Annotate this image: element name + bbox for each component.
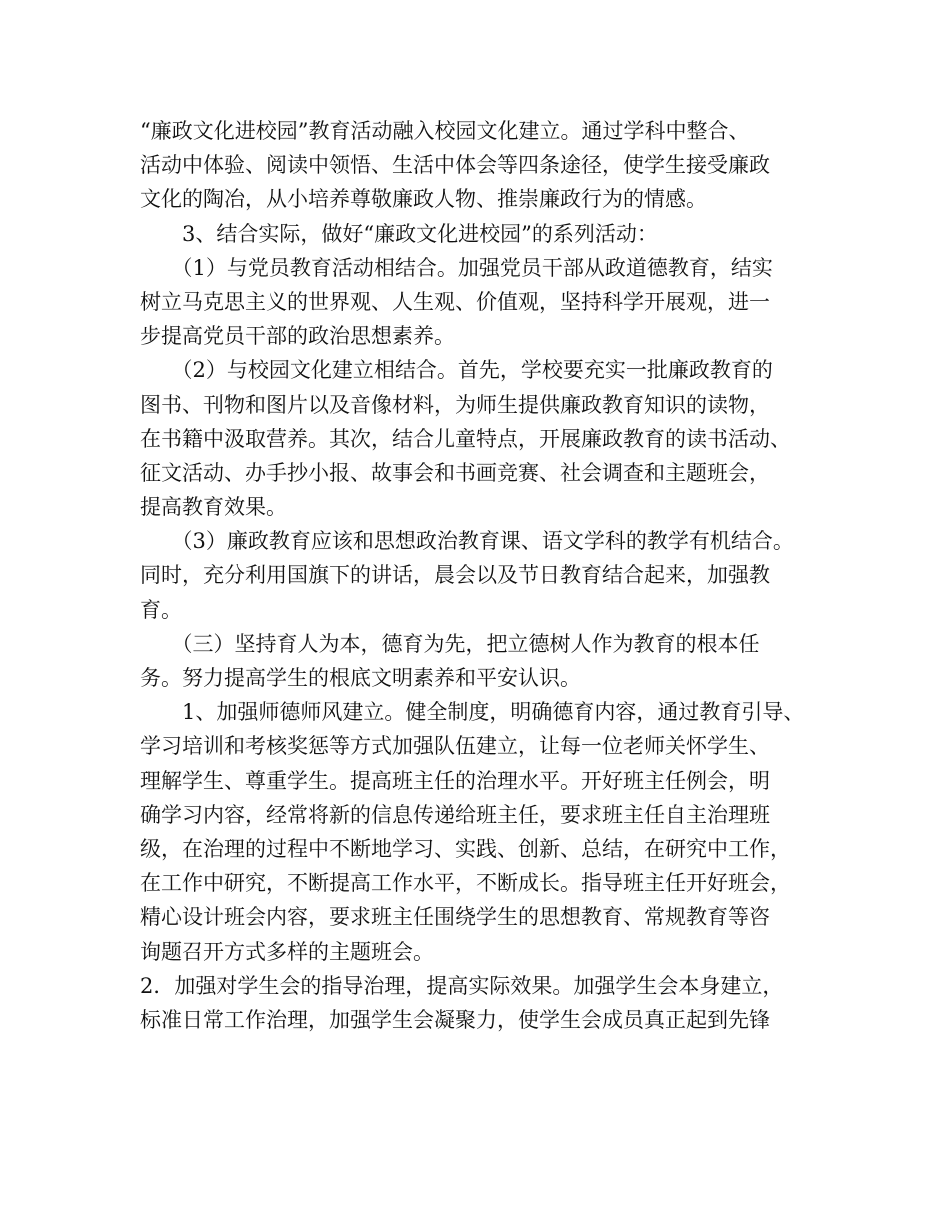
text-line: 步提高党员干部的政治思想素养。 [140, 324, 455, 349]
text-line: （3）廉政教育应该和思想政治教育课、语文学科的教学有机结合。 [140, 529, 794, 554]
text-line: （1）与党员教育活动相结合。加强党员干部从政道德教育，结实 [140, 255, 773, 280]
text-line: 育。 [140, 597, 182, 622]
text-line: 在工作中研究，不断提高工作水平，不断成长。指导班主任开好班会， [140, 871, 791, 896]
text-line: 同时，充分利用国旗下的讲话，晨会以及节日教育结合起来，加强教 [140, 563, 770, 588]
text-line: 活动中体验、阅读中领悟、生活中体会等四条途径，使学生接受廉政 [140, 153, 770, 178]
text-line: 标准日常工作治理，加强学生会凝聚力，使学生会成员真正起到先锋 [140, 1007, 770, 1032]
text-line: 文化的陶冶，从小培养尊敬廉政人物、推崇廉政行为的情感。 [140, 187, 707, 212]
text-line: 在书籍中汲取营养。其次，结合儿童特点，开展廉政教育的读书活动、 [140, 426, 791, 451]
text-line: 级，在治理的过程中不断地学习、实践、创新、总结，在研究中工作， [140, 836, 791, 861]
text-line: 询题召开方式多样的主题班会。 [140, 939, 434, 964]
text-line: 学习培训和考核奖惩等方式加强队伍建立，让每一位老师关怀学生、 [140, 734, 770, 759]
text-line: 树立马克思主义的世界观、人生观、价值观，坚持科学开展观，进一 [140, 289, 770, 314]
text-line: 图书、刊物和图片以及音像材料，为师生提供廉政教育知识的读物， [140, 392, 770, 417]
text-line: 务。努力提高学生的根底文明素养和平安认识。 [140, 666, 581, 690]
text-line: 3、结合实际，做好“廉政文化进校园”的系列活动： [140, 221, 658, 246]
text-line: 精心设计班会内容，要求班主任围绕学生的思想教育、常规教育等咨 [140, 905, 770, 930]
text-line: “廉政文化进校园”教育活动融入校园文化建立。通过学科中整合、 [140, 119, 750, 143]
text-line: 理解学生、尊重学生。提高班主任的治理水平。开好班主任例会，明 [140, 768, 770, 793]
text-line: 征文活动、办手抄小报、故事会和书画竞赛、社会调查和主题班会， [140, 460, 770, 485]
text-line: （2）与校园文化建立相结合。首先，学校要充实一批廉政教育的 [140, 358, 773, 383]
text-line: 提高教育效果。 [140, 495, 287, 520]
text-line: （三）坚持育人为本，德育为先，把立德树人作为教育的根本任 [140, 631, 760, 656]
text-line: 确学习内容，经常将新的信息传递给班主任，要求班主任自主治理班 [140, 802, 770, 827]
body-text [140, 114, 830, 1037]
text-line: 2．加强对学生会的指导治理，提高实际效果。加强学生会本身建立， [140, 973, 784, 998]
text-line: 1、加强师德师风建立。健全制度，明确德育内容，通过教育引导、 [140, 700, 805, 725]
